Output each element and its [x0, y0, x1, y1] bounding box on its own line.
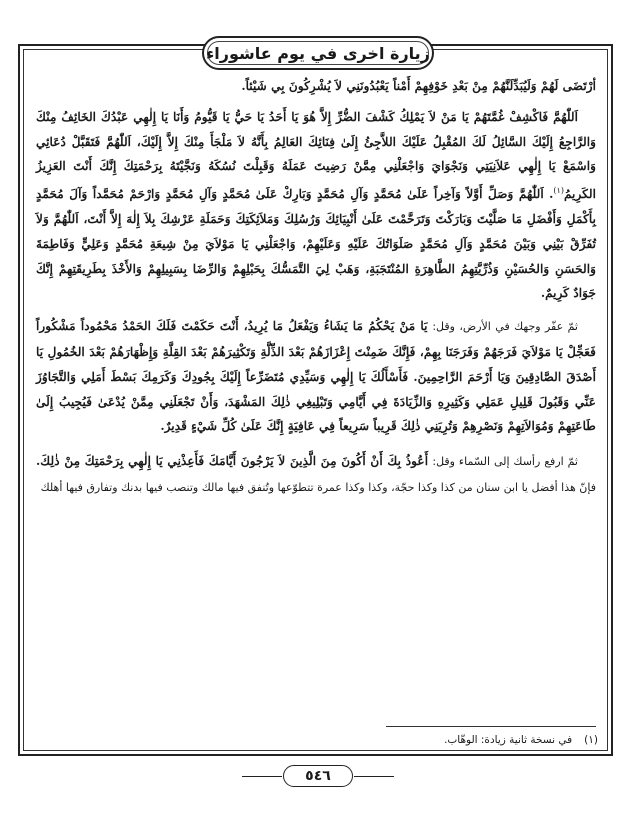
instruction-prostrate: ثمّ عفّر وجهك في الأرض، وقل: [432, 320, 578, 334]
prayer-main-text: اَللّٰهُمَّ فَاكْشِفْ غُمَّتَهُمْ يَا مَنْ لاَ يَمْلِكُ كَشْفَ الضُّرِّ إِلاَّ هُوَ يَا أَحَدُ يَا حَيُّ يَا قَيُّومُ وَأَنَا يَا إِلٰهِي عَبْدُكَ الخَائِفُ مِنْكَ وَالرَّاجِعُ إِلَيْكَ السَّائِلُ لَكَ المُقْبِلُ عَلَيْكَ اللاَّجِئُ إِلَىٰ فِنَائِكَ العَالِمُ بِأَنَّهُ لاَ مَلْجَأَ مِنْكَ إِلاَّ إِلَيْكَ، اَللّٰهُمَّ فَتَقَبَّلْ دُعَائِي وَاسْمَعْ يَا إِلٰهِي عَلاَنِيَتِي وَنَجْوَايَ وَاجْعَلْنِي مِمَّنْ رَضِيتَ عَمَلَهُ وَقَبِلْتَ نُسُكَهُ وَنَجَّيْتَهُ بِرَحْمَتِكَ إِنَّكَ أَنْتَ العَزِيزُ الكَرِيمُ [36, 109, 596, 202]
page-number-cartouche [283, 765, 353, 787]
footnote-separator [386, 726, 596, 727]
sky-paragraph [36, 449, 596, 501]
footnote-text: في نسخة ثانية زيادة: الوهّاب. [444, 734, 573, 746]
prostration-paragraph [36, 314, 596, 439]
header-cartouche [202, 36, 434, 70]
footnote-marker: (١) [553, 186, 564, 196]
footnote [38, 734, 598, 746]
footnote-number: (١) [584, 734, 598, 746]
page-number: ٥٤٦ [305, 768, 331, 784]
opening-line: أرْتَضَى لَهُمْ وَلَيُبَدِّلَنَّهُمْ مِنْ بَعْدِ خَوْفِهِمْ أَمْناً يَعْبُدُونَنِي لاَ يُشْرِكُونَ بِي شَيْئاً. [241, 79, 596, 93]
prostration-prayer-text: يَا مَنْ يَحْكُمُ مَا يَشَاءُ وَيَفْعَلُ مَا يُرِيدُ، أَنْتَ حَكَمْتَ فَلَكَ الحَمْدُ مَحْمُوداً مَشْكُوراً فَعَجِّلْ يَا مَوْلاَيَ فَرَجَهُمْ وَفَرَجَنَا بِهِمْ، فَإِنَّكَ ضَمِنْتَ إِعْزَازَهُمْ بَعْدَ الذِّلَّةِ وَتَكْثِيرَهُمْ بَعْدَ القِلَّةِ وَإِظْهَارَهُمْ بَعْدَ الخُمُولِ يَا أَصْدَقَ الصَّادِقِينَ وَيَا أَرْحَمَ الرَّاحِمِينَ. فَأَسْأَلُكَ يَا إِلٰهِي وَسَيِّدِي مُتَضَرِّعاً إِلَيْكَ بِجُودِكَ وَكَرَمِكَ بَسْطَ أَمَلِي وَالتَّجَاوُزَ عَنِّي وَقَبُولَ قَلِيلِ عَمَلِي وَكَثِيرِهِ وَالزِّيَادَةَ فِي أَيَّامِي وَتَبْلِيغِي ذٰلِكَ المَشْهَدَ، وَأَنْ تَجْعَلَنِي مِمَّنْ يُدْعَىٰ فَيُجِيبُ إِلَىٰ طَاعَتِهِمْ وَمُوَالاَتِهِمْ وَنَصْرِهِمْ وَتُرِيَنِي ذٰلِكَ قَرِيباً سَرِيعاً فِي عَافِيَةٍ إِنَّكَ عَلَىٰ كُلِّ شَيْءٍ قَدِيرٌ. [36, 319, 596, 434]
closing-text: فإنّ هذا أفضل يا ابن سنان من كذا وكذا حجّة، وكذا وكذا عمرة تتطوّعها وتُنفق فيها مالك وتنصب فيها بدنك وتفارق فيها أهلك [40, 481, 596, 495]
sky-prayer-text: أَعُوذُ بِكَ أَنْ أَكُونَ مِنَ الَّذِينَ لاَ يَرْجُونَ أَيَّامَكَ فَأَعِذْنِي يَا إِلٰهِي بِرَحْمَتِكَ مِنْ ذٰلِكَ. [36, 454, 429, 469]
prayer-blessings-text: . اَللّٰهُمَّ وَصَلِّ أَوَّلاً وَآخِراً عَلَىٰ مُحَمَّدٍ وَآلِ مُحَمَّدٍ وَبَارِكْ عَلَىٰ مُحَمَّدٍ وَآلِ مُحَمَّدٍ وَارْحَمْ مُحَمَّداً وَآلَ مُحَمَّدٍ بِأَكْمَلِ وَأَفْضَلِ مَا صَلَّيْتَ وَبَارَكْتَ وَتَرَحَّمْتَ عَلَىٰ أَنْبِيَائِكَ وَرُسُلِكَ وَمَلاَئِكَتِكَ وَحَمَلَةِ عَرْشِكَ بِلاَ إِلٰهَ إِلاَّ أَنْتَ، اَللّٰهُمَّ وَلاَ تُفَرِّقْ بَيْنِي وَبَيْنَ مُحَمَّدٍ وَآلِ مُحَمَّدٍ صَلَوَاتُكَ عَلَيْهِ وَعَلَيْهِمْ، وَاجْعَلْنِي يَا مَوْلاَيَ مِنْ شِيعَةِ مُحَمَّدٍ وَعَلِيٍّ وَفَاطِمَةَ وَالحَسَنِ وَالحُسَيْنِ وَذُرِّيَّتِهِمُ الطَّاهِرَةِ المُنْتَجَبَةِ، وَهَبْ لِيَ التَّمَسُّكَ بِحَبْلِهِمْ وَالرِّضَا بِسَبِيلِهِمْ وَالأَخْذَ بِطَرِيقَتِهِمْ إِنَّكَ جَوَادٌ كَرِيمٌ. [36, 187, 596, 301]
instruction-raise-head: ثمّ ارفع رأسك إلى السّماء وقل: [432, 455, 578, 469]
prayer-paragraph [36, 105, 596, 306]
main-text [36, 74, 596, 507]
page-title: زيارة اخرى في يوم عاشوراء [206, 43, 430, 63]
